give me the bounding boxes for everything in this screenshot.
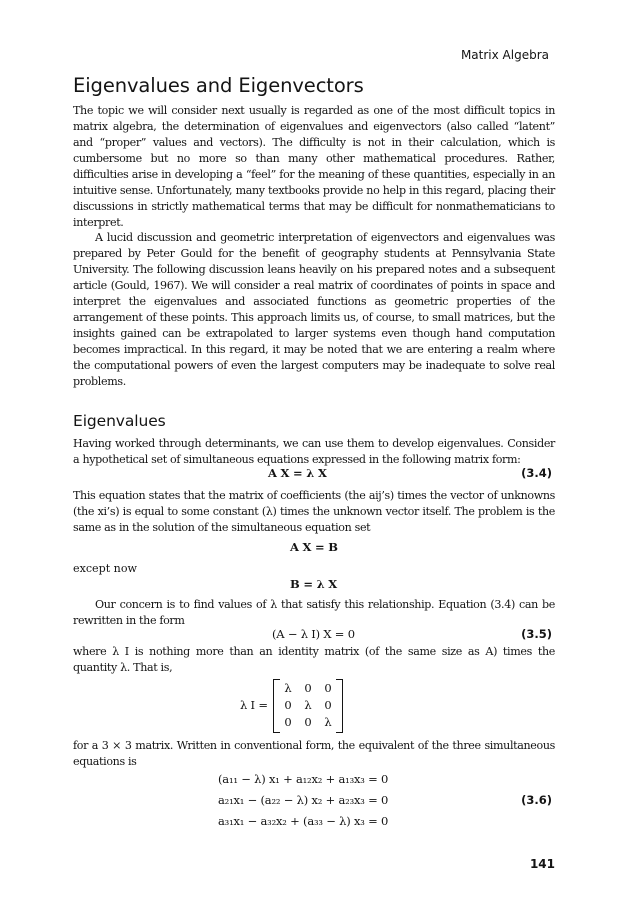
equation-3-4: A X = λ X xyxy=(268,466,327,480)
subsection-title: Eigenvalues xyxy=(73,412,166,430)
page-number: 141 xyxy=(529,857,555,871)
paragraph-intro: The topic we will consider next usually is regarded as one of the most difficult topics in matrix algebra, the determination of eigenvalues and eigenvectors (also called “latent” and “proper” values and vectors). The difficulty is not in their calculation, which is cumbersome but no more so than many other mathematical procedures. Rather, difficulties arise in developing a “feel” for the meaning of these quantities, especially in an intuitive sense. Unfortunately, many textbooks provide no help in this regard, placing their discussions in strictly mathematical terms that may be difficult for nonmathematicians to interpret. xyxy=(73,104,555,229)
matrix-cell: 0 xyxy=(324,698,332,712)
equation-number-3-4: (3.4) xyxy=(521,466,552,480)
matrix-cell: 0 xyxy=(284,698,292,712)
paragraph-identity: where λ I is nothing more than an identity matrix (of the same size as A) times the quantity λ. That is, xyxy=(73,645,555,674)
equation-3-6-line-2: a₂₁x₁ − (a₂₂ − λ) x₂ + a₂₃x₃ = 0 xyxy=(218,793,389,807)
matrix-cell: 0 xyxy=(284,715,292,729)
paragraph-conventional-form: for a 3 × 3 matrix. Written in conventional form, the equivalent of the three simultaneous equations is xyxy=(73,739,555,768)
matrix-cell: 0 xyxy=(324,681,332,695)
matrix-cell: 0 xyxy=(304,715,312,729)
paragraph-coefficients: This equation states that the matrix of coefficients (the aij’s) times the vector of unknowns (the xi’s) is equal to some constant (λ) times the unknown vector itself. The problem is the same as in the solution of the simultaneous equation set xyxy=(73,489,555,534)
equation-3-6-line-3: a₃₁x₁ − a₃₂x₂ + (a₃₃ − λ) x₃ = 0 xyxy=(218,814,389,828)
lambda-i-label: λ I = xyxy=(240,698,268,712)
matrix-cell: λ xyxy=(324,715,332,729)
paragraph-find-lambda: Our concern is to find values of λ that satisfy this relationship. Equation (3.4) can be rewritten in the form xyxy=(73,598,555,627)
matrix-cell: 0 xyxy=(304,681,312,695)
lambda-identity-matrix xyxy=(273,679,343,733)
equation-axb: A X = B xyxy=(290,540,338,554)
running-head: Matrix Algebra xyxy=(460,48,549,62)
equation-number-3-6: (3.6) xyxy=(521,793,552,807)
text-except-now: except now xyxy=(73,562,138,575)
section-title: Eigenvalues and Eigenvectors xyxy=(73,74,364,97)
matrix-cell: λ xyxy=(284,681,292,695)
equation-number-3-5: (3.5) xyxy=(521,627,552,641)
paragraph-determinants: Having worked through determinants, we can use them to develop eigenvalues. Consider a hypothetical set of simultaneous equations expressed in the following matrix form: xyxy=(73,437,555,466)
equation-3-5: (A − λ I) X = 0 xyxy=(272,627,355,641)
equation-3-6-line-1: (a₁₁ − λ) x₁ + a₁₂x₂ + a₁₃x₃ = 0 xyxy=(218,772,389,786)
matrix-cell: λ xyxy=(304,698,312,712)
paragraph-gould: A lucid discussion and geometric interpretation of eigenvectors and eigenvalues was prepared by Peter Gould for the benefit of geography students at Pennsylvania State University. The following discussion leans heavily on his prepared notes and a subsequent article (Gould, 1967). We will consider a real matrix of coordinates of points in space and interpret the eigenvalues and associated functions as geometric properties of the arrangement of these points. This approach limits us, of course, to small matrices, but the insights gained can be extrapolated to larger systems even though hand computation becomes impractical. In this regard, it may be noted that we are entering a realm where the computational powers of even the largest computers may be inadequate to solve real problems. xyxy=(73,231,555,388)
equation-blx: B = λ X xyxy=(290,577,337,591)
